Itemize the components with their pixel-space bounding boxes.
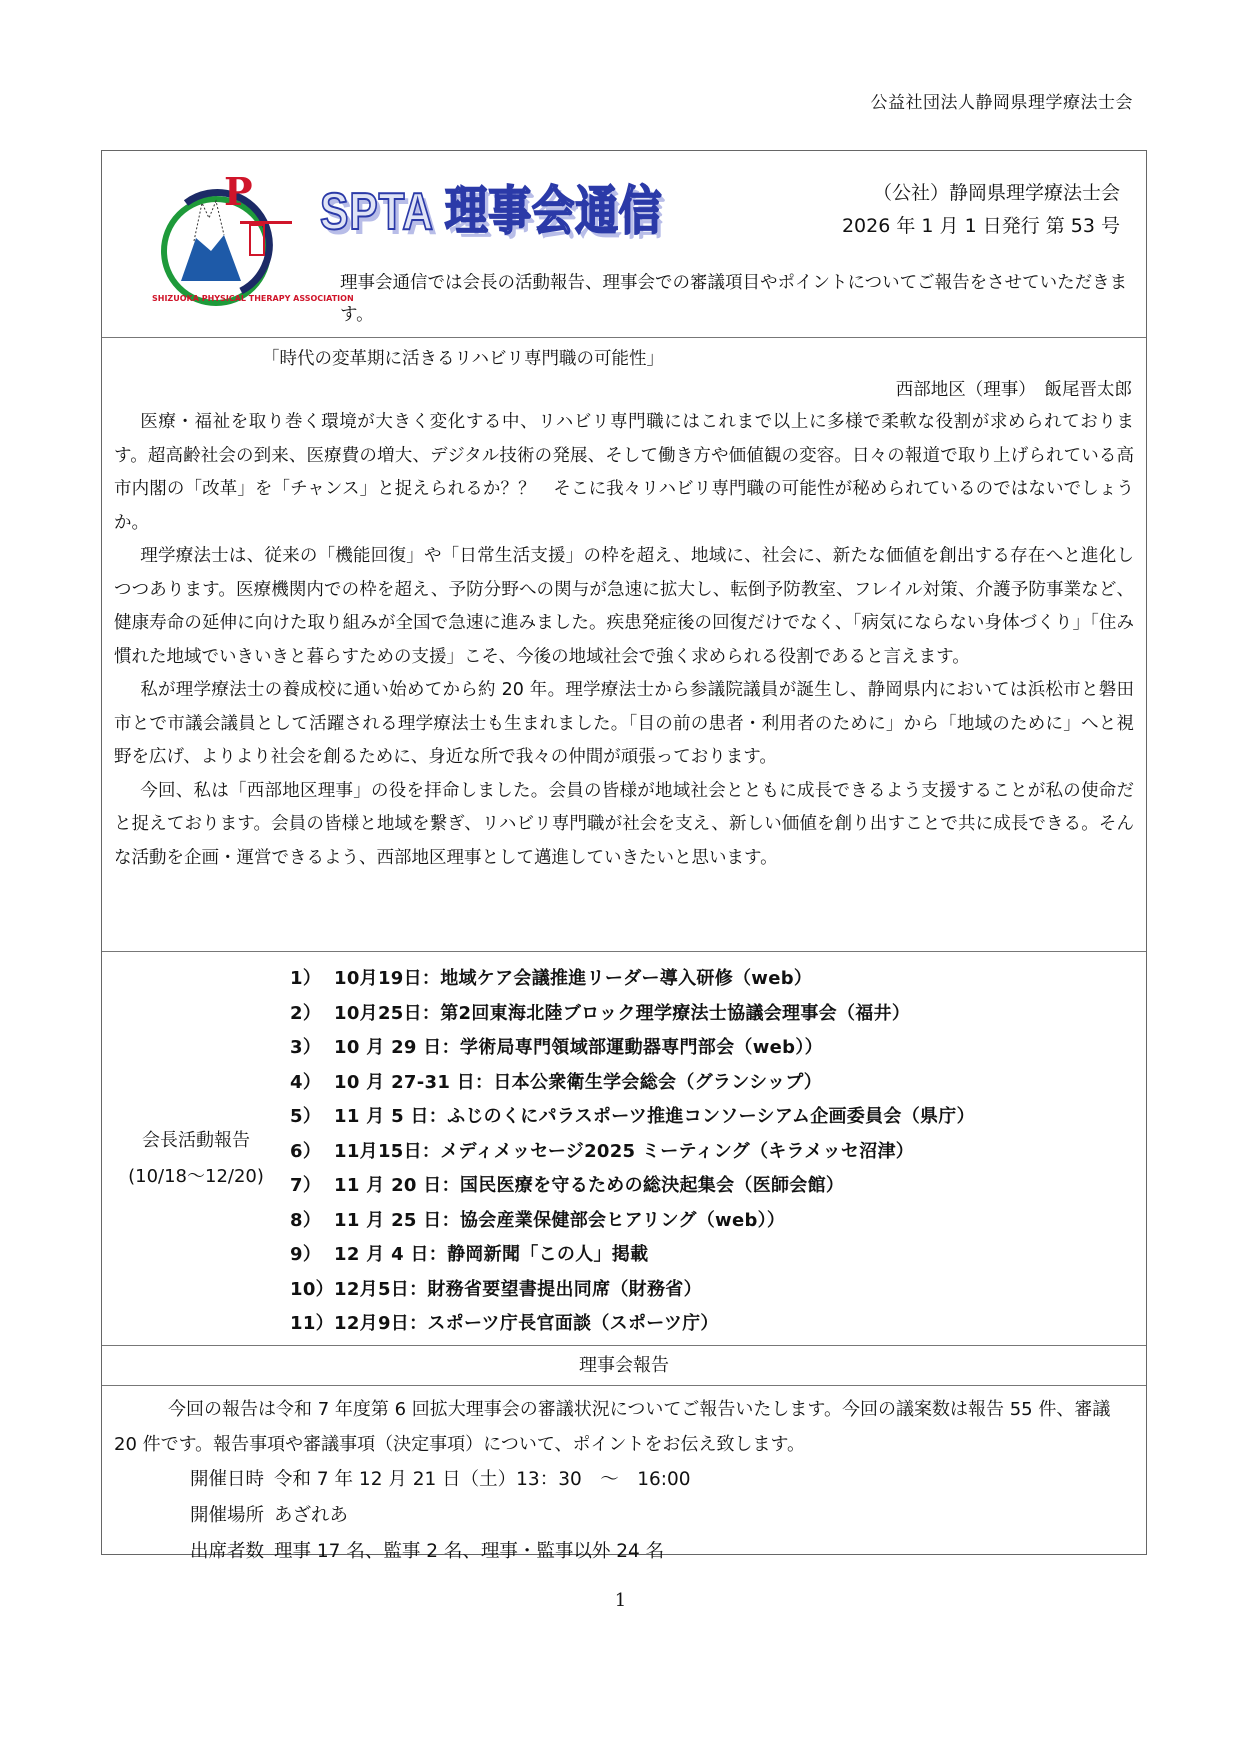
activity-item xyxy=(290,1307,975,1342)
activity-item-text: 10 月 27-31 日：日本公衆衛生学会総会（グランシップ） xyxy=(334,1071,823,1093)
board-report-heading: 理事会報告 xyxy=(102,1346,1146,1386)
activity-item-number: 6） xyxy=(290,1140,322,1162)
activity-item-number: 2） xyxy=(290,1002,322,1024)
publisher: （公社）静岡県理学療法士会 xyxy=(872,182,1120,204)
activity-item-text: 10月25日：第2回東海北陸ブロック理学療法士協議会理事会（福井） xyxy=(334,1002,911,1024)
meeting-date xyxy=(114,1462,1134,1498)
activity-item xyxy=(290,962,975,997)
activity-item xyxy=(290,997,975,1032)
activity-item xyxy=(290,1031,975,1066)
activity-item-text: 12月9日：スポーツ庁長官面談（スポーツ庁） xyxy=(334,1313,719,1334)
activity-item-number: 7） xyxy=(290,1175,322,1196)
activity-item-text: 11月15日：メディメッセージ2025 ミーティング（キラメッセ沼津） xyxy=(334,1140,915,1162)
activity-item-text: 11 月 20 日：国民医療を守るための総決起集会（医師会館） xyxy=(334,1175,845,1196)
activity-period: (10/18～12/20) xyxy=(128,1165,264,1187)
essay-paragraph: 今回、私は「西部地区理事」の役を拝命しました。会員の皆様が地域社会とともに成長できるよう支援することが私の使命だと捉えております。会員の皆様と地域を繋ぎ、リハビリ専門職が社会を支え、新しい価値を創り出すことで共に成長できる。そんな活動を企画・運営できるよう、西部地区理事として邁進していきたいと思います。 xyxy=(114,780,1134,868)
activity-item xyxy=(290,1238,975,1273)
activity-item-number: 3） xyxy=(290,1037,322,1058)
board-report-summary: 今回の報告は令和 7 年度第 6 回拡大理事会の審議状況についてご報告いたします。今回の議案数は報告 55 件、審議 20 件です。報告事項や審議事項（決定事項）について、ポイントをお伝え致します。 xyxy=(114,1399,1111,1455)
activity-item-number: 9） xyxy=(290,1244,322,1265)
activity-item-number: 11） xyxy=(290,1313,334,1334)
meeting-venue xyxy=(114,1498,1134,1534)
svg-text:P: P xyxy=(224,169,253,214)
meeting-attendance-label: 出席者数 xyxy=(190,1541,265,1562)
essay-title: 「時代の変革期に活きるリハビリ専門職の可能性」 xyxy=(262,349,664,369)
activity-item xyxy=(290,1169,975,1204)
meeting-venue-label: 開催場所 xyxy=(190,1505,265,1526)
activity-item-number: 5） xyxy=(290,1106,322,1127)
essay-row xyxy=(102,338,1146,952)
meeting-date-label: 開催日時 xyxy=(190,1469,265,1490)
activity-item-text: 11 月 25 日：協会産業保健部会ヒアリング（web）） xyxy=(334,1209,786,1231)
activity-item xyxy=(290,1135,975,1170)
meeting-attendance-value: 理事 17 名、監事 2 名、理事・監事以外 24 名 xyxy=(274,1541,665,1562)
activity-item-text: 12月5日：財務省要望書提出同席（財務省） xyxy=(334,1278,702,1300)
board-report-row xyxy=(102,1386,1146,1562)
activity-item-text: 12 月 4 日：静岡新聞「この人」掲載 xyxy=(334,1244,649,1265)
meeting-venue-value: あざれあ xyxy=(274,1505,349,1526)
spta-logo-mountain-icon xyxy=(146,163,354,313)
activity-list xyxy=(290,952,975,1345)
activity-item-text: 11 月 5 日：ふじのくにパラスポーツ推進コンソーシアム企画委員会（県庁） xyxy=(334,1106,975,1127)
activity-item-number: 1） xyxy=(290,968,322,989)
activity-item-text: 10月19日：地域ケア会議推進リーダー導入研修（web） xyxy=(334,968,813,989)
activity-item xyxy=(290,1204,975,1239)
masthead-row xyxy=(102,151,1146,338)
essay-paragraph: 理学療法士は、従来の「機能回復」や「日常生活支援」の枠を超え、地域に、社会に、新たな価値を創出する存在へと進化しつつあります。医療機関内での枠を超え、予防分野への関与が急速に拡大し、転倒予防教室、フレイル対策、介護予防事業など、健康寿命の延伸に向けた取り組みが全国で急速に進みました。疾患発症後の回復だけでなく、「病気にならない身体づくり」「住み慣れた地域でいきいきと暮らすための支援」こそ、今後の地域社会で強く求められる役割であると言えます。 xyxy=(114,546,1134,667)
activity-item-number: 10） xyxy=(290,1278,334,1300)
meeting-date-value: 令和 7 年 12 月 21 日（土）13：30 ～ 16:00 xyxy=(274,1469,691,1490)
activity-item xyxy=(290,1066,975,1101)
organization-header: 公益社団法人静岡県理学療法士会 xyxy=(870,93,1133,113)
page-number: 1 xyxy=(614,1590,627,1611)
publication-info xyxy=(842,177,1120,243)
activity-item-number: 8） xyxy=(290,1209,322,1231)
activity-label: 会長活動報告 xyxy=(142,1129,250,1151)
newsletter-title: SPTA 理事会通信 xyxy=(320,183,663,241)
intro-text: 理事会通信では会長の活動報告、理事会での審議項目やポイントについてご報告をさせていただきます。 xyxy=(340,273,1128,325)
activity-item-text: 10 月 29 日：学術局専門領域部運動器専門部会（web）） xyxy=(334,1037,823,1058)
activity-row xyxy=(102,952,1146,1346)
activity-item xyxy=(290,1100,975,1135)
logo-text: SHIZUOKA PHYSICAL THERAPY ASSOCIATION xyxy=(152,294,354,303)
meeting-attendance xyxy=(114,1534,1134,1570)
issue-info: 2026 年 1 月 1 日発行 第 53 号 xyxy=(841,215,1120,237)
essay-paragraph: 私が理学療法士の養成校に通い始めてから約 20 年。理学療法士から参議院議員が誕生し、静岡県内においては浜松市と磐田市とで市議会議員として活躍される理学療法士も生まれました。「目の前の患者・利用者のために」から「地域のために」へと視野を広げ、よりより社会を創るために、身近な所で我々の仲間が頑張っております。 xyxy=(114,680,1134,767)
activity-item xyxy=(290,1273,975,1308)
newsletter-table xyxy=(101,150,1147,1562)
activity-label-cell xyxy=(102,952,290,1345)
activity-item-number: 4） xyxy=(290,1071,322,1093)
essay-paragraph: 医療・福祉を取り巻く環境が大きく変化する中、リハビリ専門職にはこれまで以上に多様で柔軟な役割が求められております。超高齢社会の到来、医療費の増大、デジタル技術の発展、そして働き方や価値観の変容。日々の報道で取り上げられている高市内閣の「改革」を「チャンス」と捉えられるか？？ そこに我々リハビリ専門職の可能性が秘められているのではないでしょうか。 xyxy=(114,412,1134,533)
essay-author: 西部地区（理事） 飯尾晋太郎 xyxy=(895,380,1132,400)
